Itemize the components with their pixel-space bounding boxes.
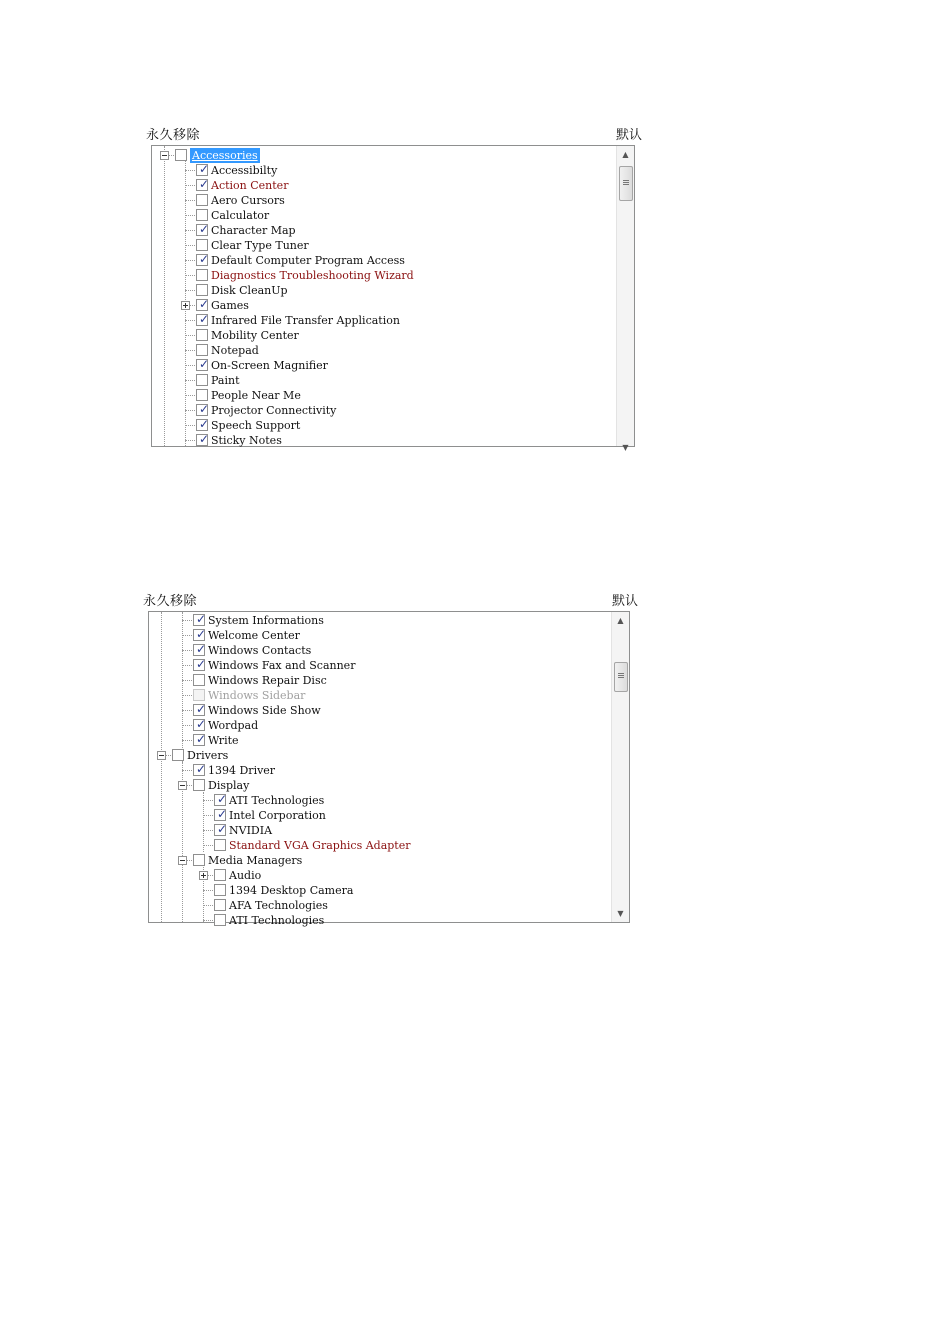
item-checkbox[interactable] — [193, 674, 205, 686]
tree-connector — [185, 170, 195, 171]
tree-item-label: Default Computer Program Access — [211, 254, 405, 267]
tree-item[interactable] — [149, 913, 612, 928]
tree-item-label: Windows Sidebar — [208, 689, 306, 702]
tree-item[interactable] — [152, 343, 617, 358]
arrow-up-icon[interactable]: ▲ — [617, 616, 624, 625]
tree-item[interactable] — [149, 778, 612, 793]
tree-item-label: Windows Repair Disc — [208, 674, 327, 687]
item-checkbox[interactable] — [193, 659, 205, 671]
item-checkbox[interactable] — [196, 434, 208, 446]
check-icon: ✓ — [217, 792, 228, 806]
panel1-tree-rows — [152, 146, 617, 446]
tree-item-label: 1394 Driver — [208, 764, 276, 777]
minus-icon[interactable] — [160, 151, 169, 160]
tree-item-label: Diagnostics Troubleshooting Wizard — [211, 269, 414, 282]
check-icon: ✓ — [199, 297, 210, 311]
tree-item-label: Windows Contacts — [208, 644, 312, 657]
tree-item[interactable] — [149, 763, 612, 778]
tree-item[interactable] — [149, 883, 612, 898]
item-checkbox[interactable] — [193, 779, 205, 791]
tree-item[interactable] — [152, 238, 617, 253]
tree-item-label: Games — [211, 299, 249, 312]
tree-item-label: Projector Connectivity — [211, 404, 337, 417]
item-checkbox[interactable] — [214, 869, 226, 881]
tree-item[interactable] — [152, 253, 617, 268]
tree-item[interactable] — [149, 658, 612, 673]
tree-item[interactable] — [149, 793, 612, 808]
plus-icon[interactable] — [199, 871, 208, 880]
check-icon: ✓ — [199, 312, 210, 326]
tree-item[interactable] — [152, 178, 617, 193]
item-checkbox[interactable] — [193, 704, 205, 716]
item-checkbox[interactable] — [193, 854, 205, 866]
item-checkbox[interactable] — [196, 359, 208, 371]
tree-connector — [203, 800, 213, 801]
tree-connector — [182, 725, 192, 726]
panel2-tree[interactable] — [148, 611, 630, 927]
tree-item-label: Sticky Notes — [211, 434, 282, 447]
check-icon: ✓ — [199, 162, 210, 176]
check-icon: ✓ — [199, 252, 210, 266]
tree-item-label: ATI Technologies — [229, 794, 325, 807]
tree-connector — [185, 200, 195, 201]
tree-item-label: Speech Support — [211, 419, 301, 432]
tree-item-label: Character Map — [211, 224, 296, 237]
tree-connector — [185, 185, 195, 186]
tree-item-label: Paint — [211, 374, 240, 387]
item-checkbox[interactable] — [193, 719, 205, 731]
panel1-header: 永久移除 — [146, 128, 201, 143]
tree-item-label: Drivers — [187, 749, 229, 762]
tree-item[interactable] — [149, 853, 612, 868]
tree-item-label: Accessibilty — [211, 164, 278, 177]
tree-item[interactable] — [149, 643, 612, 658]
tree-item[interactable] — [149, 733, 612, 748]
check-icon: ✓ — [196, 627, 207, 641]
tree-item[interactable] — [149, 613, 612, 628]
tree-item-label: Action Center — [211, 179, 289, 192]
panel1-scroll-thumb[interactable] — [619, 166, 633, 201]
tree-connector — [182, 695, 192, 696]
tree-item[interactable] — [149, 838, 612, 853]
tree-item[interactable] — [149, 673, 612, 688]
tree-item[interactable] — [152, 223, 617, 238]
tree-connector — [185, 230, 195, 231]
item-checkbox[interactable] — [196, 419, 208, 431]
tree-connector — [203, 890, 213, 891]
item-checkbox[interactable] — [196, 284, 208, 296]
item-checkbox[interactable] — [214, 899, 226, 911]
item-checkbox[interactable] — [214, 794, 226, 806]
minus-icon[interactable] — [178, 781, 187, 790]
item-checkbox[interactable] — [214, 839, 226, 851]
tree-item[interactable] — [152, 208, 617, 223]
tree-item-label: Wordpad — [208, 719, 259, 732]
tree-item[interactable] — [152, 163, 617, 178]
check-icon: ✓ — [196, 612, 207, 626]
tree-connector — [203, 815, 213, 816]
tree-item[interactable] — [152, 148, 617, 163]
tree-item-label: Welcome Center — [208, 629, 300, 642]
tree-connector — [185, 410, 195, 411]
plus-icon[interactable] — [181, 301, 190, 310]
item-checkbox[interactable] — [196, 194, 208, 206]
arrow-down-icon[interactable]: ▼ — [617, 909, 624, 918]
arrow-down-icon[interactable]: ▼ — [622, 443, 629, 452]
tree-item[interactable] — [152, 388, 617, 403]
item-checkbox[interactable] — [196, 299, 208, 311]
tree-item[interactable] — [152, 298, 617, 313]
tree-item-label: On-Screen Magnifier — [211, 359, 328, 372]
tree-item-label: Media Managers — [208, 854, 303, 867]
panel1-scrollbar[interactable] — [616, 146, 634, 452]
tree-item[interactable] — [152, 403, 617, 418]
item-checkbox[interactable] — [214, 884, 226, 896]
item-checkbox[interactable] — [175, 149, 187, 161]
tree-item[interactable] — [149, 898, 612, 913]
tree-item-label: Windows Side Show — [208, 704, 321, 717]
tree-item-label: People Near Me — [211, 389, 301, 402]
item-checkbox[interactable] — [193, 614, 205, 626]
tree-connector — [203, 905, 213, 906]
tree-connector — [185, 395, 195, 396]
tree-item-label: Windows Fax and Scanner — [208, 659, 356, 672]
check-icon: ✓ — [217, 822, 228, 836]
tree-connector — [182, 665, 192, 666]
tree-item-label: Mobility Center — [211, 329, 299, 342]
check-icon: ✓ — [196, 762, 207, 776]
tree-connector — [185, 440, 195, 441]
tree-item[interactable] — [149, 703, 612, 718]
tree-connector — [185, 335, 195, 336]
item-checkbox[interactable] — [196, 254, 208, 266]
tree-item[interactable] — [152, 313, 617, 328]
tree-connector — [182, 620, 192, 621]
panel2-tree-rows — [149, 612, 612, 927]
tree-item-label: Write — [208, 734, 239, 747]
tree-item-label: Audio — [229, 869, 262, 882]
tree-item-label: System Informations — [208, 614, 324, 627]
check-icon: ✓ — [196, 642, 207, 656]
item-checkbox[interactable] — [196, 344, 208, 356]
panel1-tree[interactable] — [151, 145, 635, 452]
check-icon: ✓ — [199, 402, 210, 416]
tree-item[interactable] — [149, 718, 612, 733]
item-checkbox[interactable] — [214, 824, 226, 836]
tree-item[interactable] — [149, 868, 612, 883]
tree-item-label: AFA Technologies — [229, 899, 328, 912]
tree-item[interactable] — [152, 283, 617, 298]
tree-connector — [182, 740, 192, 741]
item-checkbox[interactable] — [193, 629, 205, 641]
item-checkbox[interactable] — [193, 689, 205, 701]
tree-connector — [182, 650, 192, 651]
check-icon: ✓ — [196, 732, 207, 746]
item-checkbox[interactable] — [196, 389, 208, 401]
panel2-scrollbar[interactable] — [611, 612, 629, 922]
check-icon: ✓ — [199, 417, 210, 431]
tree-connector — [182, 770, 192, 771]
tree-item-label: ATI Technologies — [229, 914, 325, 927]
tree-connector — [182, 680, 192, 681]
tree-item[interactable] — [152, 433, 617, 448]
tree-item[interactable] — [152, 373, 617, 388]
item-checkbox[interactable] — [193, 734, 205, 746]
check-icon: ✓ — [199, 222, 210, 236]
item-checkbox[interactable] — [196, 209, 208, 221]
tree-item-label: Notepad — [211, 344, 259, 357]
item-checkbox[interactable] — [196, 179, 208, 191]
panel2-right-header: 默认 — [612, 594, 639, 609]
tree-item-label: Infrared File Transfer Application — [211, 314, 400, 327]
tree-item[interactable] — [152, 193, 617, 208]
tree-item-label: Calculator — [211, 209, 270, 222]
tree-item[interactable] — [149, 628, 612, 643]
tree-connector — [185, 215, 195, 216]
item-checkbox[interactable] — [196, 164, 208, 176]
check-icon: ✓ — [217, 807, 228, 821]
tree-connector — [185, 260, 195, 261]
item-checkbox[interactable] — [193, 644, 205, 656]
tree-connector — [203, 845, 213, 846]
check-icon: ✓ — [196, 702, 207, 716]
tree-connector — [182, 635, 192, 636]
item-checkbox[interactable] — [196, 329, 208, 341]
check-icon: ✓ — [199, 432, 210, 446]
panel2-scroll-thumb[interactable] — [614, 662, 628, 692]
check-icon: ✓ — [199, 177, 210, 191]
tree-item-label: NVIDIA — [229, 824, 273, 837]
tree-item-label: 1394 Desktop Camera — [229, 884, 354, 897]
tree-connector — [185, 425, 195, 426]
tree-item-label: Disk CleanUp — [211, 284, 288, 297]
check-icon: ✓ — [199, 357, 210, 371]
tree-connector — [185, 290, 195, 291]
panel2-header: 永久移除 — [143, 594, 198, 609]
tree-item-label: Intel Corporation — [229, 809, 326, 822]
tree-item[interactable] — [149, 748, 612, 763]
tree-connector — [185, 275, 195, 276]
check-icon: ✓ — [196, 717, 207, 731]
minus-icon[interactable] — [157, 751, 166, 760]
tree-connector — [203, 830, 213, 831]
tree-item-label: Aero Cursors — [211, 194, 285, 207]
tree-item[interactable] — [152, 418, 617, 433]
tree-connector — [185, 350, 195, 351]
item-checkbox[interactable] — [193, 764, 205, 776]
tree-connector — [185, 365, 195, 366]
tree-connector — [185, 245, 195, 246]
item-checkbox[interactable] — [172, 749, 184, 761]
tree-item-label: Accessories — [192, 149, 258, 162]
tree-connector — [185, 320, 195, 321]
tree-item[interactable] — [152, 268, 617, 283]
item-checkbox[interactable] — [196, 224, 208, 236]
item-checkbox[interactable] — [196, 269, 208, 281]
tree-connector — [203, 920, 213, 921]
tree-item[interactable] — [152, 358, 617, 373]
tree-connector — [185, 380, 195, 381]
panel1-right-header: 默认 — [616, 128, 643, 143]
tree-item-label: Standard VGA Graphics Adapter — [229, 839, 411, 852]
item-checkbox[interactable] — [214, 809, 226, 821]
item-checkbox[interactable] — [196, 314, 208, 326]
item-checkbox[interactable] — [214, 914, 226, 926]
item-checkbox[interactable] — [196, 374, 208, 386]
tree-connector — [182, 710, 192, 711]
tree-item-label: Display — [208, 779, 250, 792]
tree-item[interactable] — [149, 688, 612, 703]
tree-item[interactable] — [149, 823, 612, 838]
tree-item[interactable] — [152, 328, 617, 343]
arrow-up-icon[interactable]: ▲ — [622, 150, 629, 159]
item-checkbox[interactable] — [196, 239, 208, 251]
tree-item[interactable] — [149, 808, 612, 823]
minus-icon[interactable] — [178, 856, 187, 865]
check-icon: ✓ — [196, 657, 207, 671]
tree-item-label: Clear Type Tuner — [211, 239, 309, 252]
item-checkbox[interactable] — [196, 404, 208, 416]
